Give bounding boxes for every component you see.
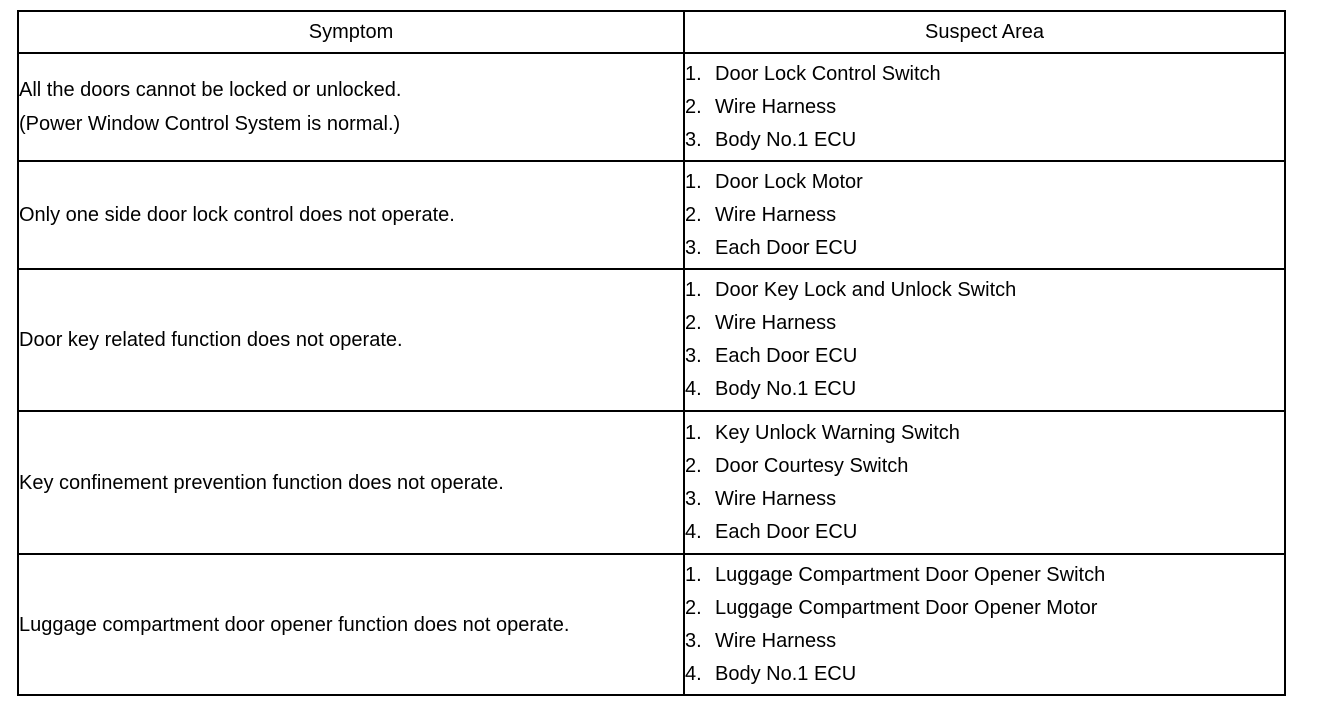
suspect-number: 1. — [685, 279, 702, 301]
suspect-item — [685, 450, 1284, 483]
suspect-number: 2. — [685, 312, 702, 334]
suspect-item — [685, 124, 1284, 157]
suspect-item — [685, 199, 1284, 232]
suspect-text: Each Door ECU — [715, 345, 858, 367]
symptom-cell — [18, 161, 684, 269]
suspect-number: 4. — [685, 378, 702, 400]
table-row — [18, 269, 1285, 411]
suspect-item — [685, 232, 1284, 265]
suspect-area-cell — [684, 161, 1285, 269]
suspect-item — [685, 340, 1284, 373]
suspect-text: Door Courtesy Switch — [715, 454, 909, 477]
suspect-text: Body No.1 ECU — [715, 378, 857, 400]
suspect-text: Door Lock Control Switch — [715, 62, 941, 85]
suspect-item — [685, 559, 1284, 592]
suspect-area-cell — [684, 269, 1285, 411]
table-row — [18, 53, 1285, 161]
suspect-number: 2. — [685, 596, 702, 619]
suspect-item — [685, 625, 1284, 658]
suspect-text: Each Door ECU — [715, 520, 858, 543]
suspect-number: 1. — [685, 62, 702, 85]
suspect-number: 3. — [685, 128, 702, 151]
suspect-text: Wire Harness — [715, 487, 837, 510]
symptom-text: Door key related function does not operate. — [19, 329, 403, 351]
symptom-cell — [18, 554, 684, 695]
suspect-number: 3. — [685, 236, 702, 259]
suspect-text: Body No.1 ECU — [715, 128, 857, 151]
suspect-item — [685, 592, 1284, 625]
symptom-cell — [18, 269, 684, 411]
suspect-area-cell — [684, 53, 1285, 161]
suspect-number: 3. — [685, 629, 702, 652]
suspect-text: Wire Harness — [715, 629, 837, 652]
symptom-text: All the doors cannot be locked or unlocked. — [19, 79, 402, 101]
suspect-item — [685, 166, 1284, 199]
suspect-text: Key Unlock Warning Switch — [715, 421, 960, 444]
suspect-item — [685, 58, 1284, 91]
header-symptom: Symptom — [18, 11, 684, 53]
suspect-area-cell — [684, 411, 1285, 554]
table-row — [18, 411, 1285, 554]
suspect-number: 3. — [685, 345, 702, 367]
table-row — [18, 161, 1285, 269]
suspect-list — [685, 58, 1284, 157]
suspect-list — [685, 417, 1284, 549]
suspect-text: Luggage Compartment Door Opener Switch — [715, 563, 1106, 586]
suspect-item — [685, 417, 1284, 450]
suspect-number: 1. — [685, 563, 702, 586]
suspect-item — [685, 91, 1284, 124]
suspect-text: Luggage Compartment Door Opener Motor — [715, 596, 1098, 619]
table-row — [18, 554, 1285, 695]
suspect-number: 2. — [685, 454, 702, 477]
symptom-text: Luggage compartment door opener function does not operate. — [19, 613, 570, 636]
header-suspect-area: Suspect Area — [684, 11, 1285, 53]
suspect-number: 2. — [685, 95, 702, 118]
suspect-number: 4. — [685, 662, 702, 685]
suspect-item — [685, 516, 1284, 549]
symptom-cell — [18, 53, 684, 161]
suspect-list — [685, 166, 1284, 265]
suspect-item — [685, 373, 1284, 406]
troubleshooting-table-container — [17, 10, 1284, 695]
suspect-number: 1. — [685, 421, 702, 444]
suspect-number: 3. — [685, 487, 702, 510]
suspect-text: Door Key Lock and Unlock Switch — [715, 279, 1017, 301]
suspect-item — [685, 307, 1284, 340]
suspect-number: 2. — [685, 203, 702, 226]
symptom-note: (Power Window Control System is normal.) — [19, 113, 401, 135]
suspect-text: Door Lock Motor — [715, 170, 863, 193]
suspect-area-cell — [684, 554, 1285, 695]
suspect-number: 4. — [685, 520, 702, 543]
table-header-row — [18, 11, 1285, 53]
suspect-list — [685, 559, 1284, 691]
symptom-cell — [18, 411, 684, 554]
suspect-text: Each Door ECU — [715, 236, 858, 259]
suspect-item — [685, 483, 1284, 516]
suspect-text: Wire Harness — [715, 95, 837, 118]
troubleshooting-table — [17, 10, 1286, 696]
suspect-list — [685, 274, 1284, 406]
suspect-item — [685, 658, 1284, 691]
suspect-number: 1. — [685, 170, 702, 193]
suspect-text: Wire Harness — [715, 312, 837, 334]
suspect-item — [685, 274, 1284, 307]
suspect-text: Wire Harness — [715, 203, 837, 226]
suspect-text: Body No.1 ECU — [715, 662, 857, 685]
symptom-text: Only one side door lock control does not operate. — [19, 204, 455, 226]
symptom-text: Key confinement prevention function does not operate. — [19, 471, 504, 494]
